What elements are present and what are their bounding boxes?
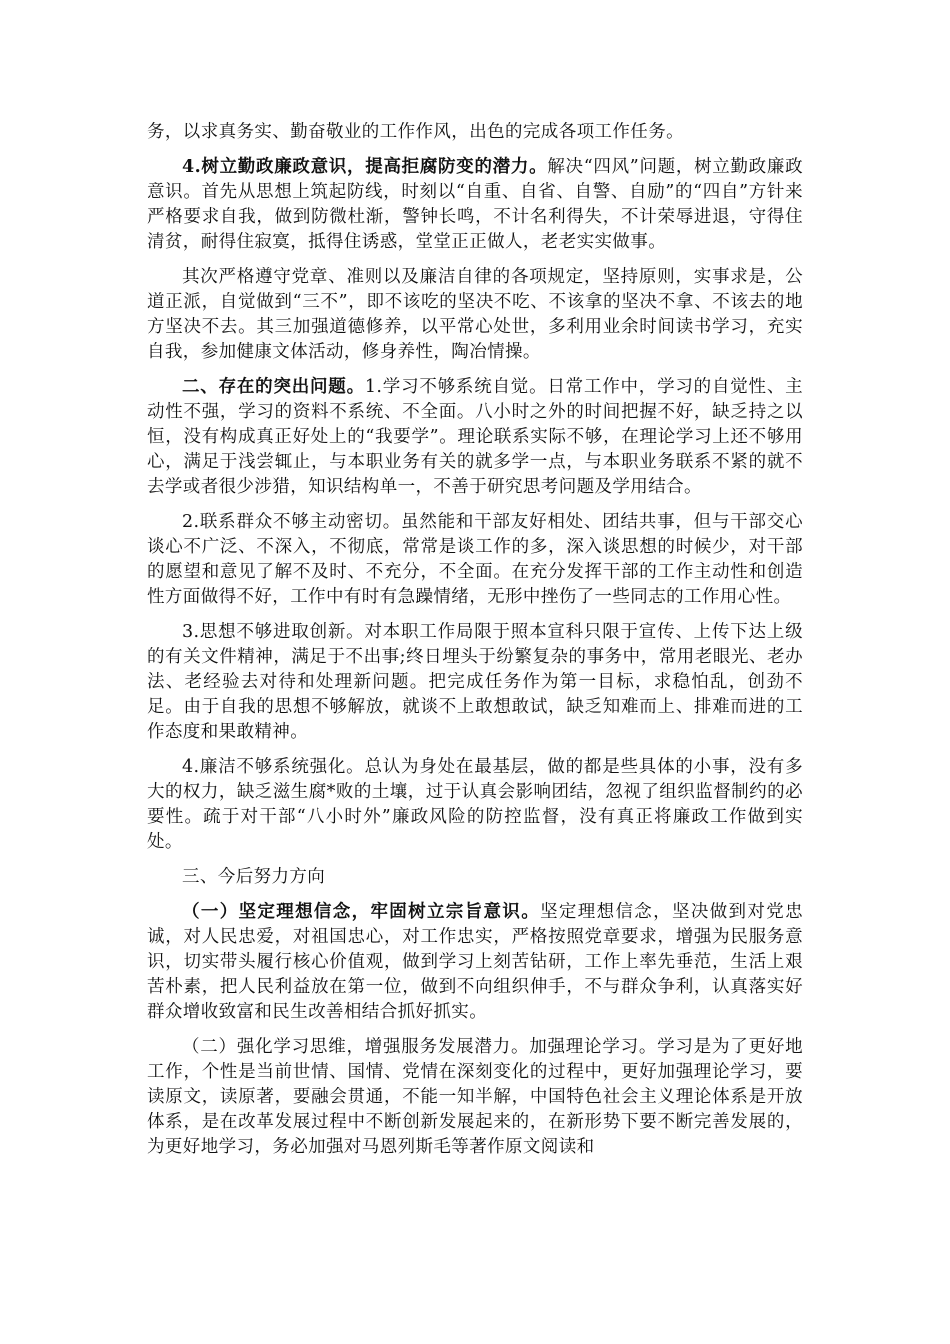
paragraph-text: 坚定理想信念，坚决做到对党忠诚，对人民忠爱，对祖国忠心，对工作忠实，严格按照党章要求，增强为民服务意识，切实带头履行核心价值观，做到学习上刻苦钻研，工作上率先垂范，生活上艰苦朴素，把人民利益放在第一位，做到不向组织伸手，不与群众争利，认真落实好群众增收致富和民生改善相结合抓好抓实。 [147, 902, 803, 1022]
paragraph-text: 2.联系群众不够主动密切。虽然能和干部友好相处、团结共事，但与干部交心谈心不广泛、不深入，不彻底，常常是谈工作的多，深入谈思想的时候少，对干部的愿望和意见了解不及时、不充分，不全面。在充分发挥干部的工作主动性和创造性方面做得不好，工作中有时有急躁情绪，无形中挫伤了一些同志的工作用心性。 [147, 512, 803, 607]
paragraph-text: 4.廉洁不够系统强化。总认为身处在最基层，做的都是些具体的小事，没有多大的权力，缺乏滋生腐*败的土壤，过于认真会影响团结，忽视了组织监督制约的必要性。疏于对干部“八小时外”廉政风险的防控监督，没有真正将廉政工作做到实处。 [147, 757, 803, 852]
paragraph-text: （二）强化学习思维，增强服务发展潜力。加强理论学习。学习是为了更好地工作，个性是当前世情、国情、党情在深刻变化的过程中，更好加强理论学习，要读原文，读原著，要融会贯通，不能一知半解，中国特色社会主义理论体系是开放体系，是在改革发展过程中不断创新发展起来的，在新形势下要不断完善发展的，为更好地学习，务必加强对马恩列斯毛等著作原文阅读和 [147, 1037, 803, 1157]
paragraph-text: 3.思想不够进取创新。对本职工作局限于照本宣科只限于宣传、上传下达上级的有关文件精神，满足于不出事;终日埋头于纷繁复杂的事务中，常用老眼光、老办法、老经验去对待和处理新问题。把完成任务作为第一目标，求稳怕乱，创劲不足。由于自我的思想不够解放，就谈不上敢想敢试，缺乏知难而上、排难而进的工作态度和果敢精神。 [147, 622, 803, 742]
paragraph-integrity-awareness [147, 155, 803, 255]
paragraph-text: 1.学习不够系统自觉。日常工作中，学习的自觉性、主动性不强，学习的资料不系统、不全面。八小时之外的时间把握不好，缺乏持之以恒，没有构成真正好处上的“我要学”。理论联系实际不够，在理论学习上还不够用心，满足于浅尝辄止，与本职业务有关的就多学一点，与本职业务联系不紧的就不去学或者很少涉猎，知识结构单一，不善于研究思考问题及学用结合。 [147, 377, 804, 497]
paragraph-text: 务，以求真务实、勤奋敬业的工作作风，出色的完成各项工作任务。 [147, 122, 684, 142]
paragraph-problems-integrity [147, 755, 803, 855]
paragraph-text: 三、今后努力方向 [182, 867, 326, 887]
paragraph-problems-learning [147, 375, 803, 500]
paragraph-text: 解决“四风”问题，树立勤政廉政意识。首先从思想上筑起防线，时刻以“自重、自省、自警、自励”的“四自”方针来严格要求自我，做到防微杜渐，警钟长鸣，不计名利得失，不计荣辱进退，守得住清贫，耐得住寂寞，抵得住诱惑，堂堂正正做人，老老实实做事。 [147, 157, 803, 252]
paragraph-lead: （一）坚定理想信念，牢固树立宗旨意识。 [182, 902, 541, 922]
paragraph-text: 其次严格遵守党章、准则以及廉洁自律的各项规定，坚持原则，实事求是，公道正派，自觉做到“三不”，即不该吃的坚决不吃、不该拿的坚决不拿、不该去的地方坚决不去。其三加强道德修养，以平常心处世，多利用业余时间读书学习，充实自我，参加健康文体活动，修身养性，陶冶情操。 [147, 267, 803, 362]
section-heading-future-direction [147, 865, 803, 890]
paragraph-problems-masses [147, 510, 803, 610]
paragraph-lead: 4.树立勤政廉政意识，提高拒腐防变的潜力。 [182, 157, 548, 177]
paragraph-party-rules [147, 265, 803, 365]
paragraph-lead: 二、存在的突出问题。 [182, 377, 365, 397]
document-body [147, 120, 803, 1170]
paragraph-problems-innovation [147, 620, 803, 745]
paragraph-continuation [147, 120, 803, 145]
paragraph-learning-thinking [147, 1035, 803, 1160]
paragraph-ideals-beliefs [147, 900, 803, 1025]
